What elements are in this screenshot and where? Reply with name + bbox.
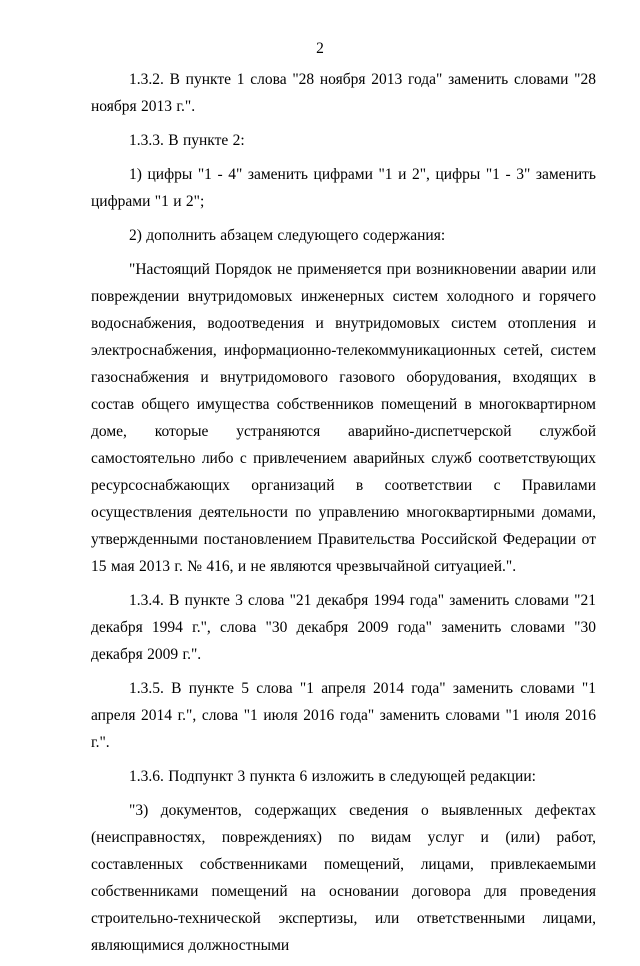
paragraph-subitem-1: 1) цифры "1 - 4" заменить цифрами "1 и 2", цифры "1 - 3" заменить цифрами "1 и 2"; xyxy=(91,166,596,210)
paragraph-1-3-3: 1.3.3. В пункте 2: xyxy=(129,132,245,149)
paragraph-quoted-order: "Настоящий Порядок не применяется при возникновении аварии или повреждении внутридомовых инженерных систем холодного и горячего водоснабжения, водоотведения и внутридомовых систем отопления и электроснабжения, информационно-телекоммуникационных сетей, систем газоснабжения и внутридомового газового оборудования, входящих в состав общего имущества собственников помещений в многоквартирном доме, которые устраняются аварийно-диспетчерской службой самостоятельно либо с привлечением аварийных служб соответствующих ресурсоснабжающих организаций в соответствии с Правилами осуществления деятельности по управлению многоквартирными домами, утвержденными постановлением Правительства Российской Федерации от 15 мая 2013 г. № 416, и не являются чрезвычайной ситуацией.". xyxy=(91,261,596,575)
paragraph-quoted-subitem-3: "3) документов, содержащих сведения о выявленных дефектах (неисправностях, повреждениях) по видам услуг и (или) работ, составленных собственниками помещений, лицами, привлекаемыми собственниками помещений на основании договора для проведения строительно-технической экспертизы, или ответственными лицами, являющимися должностными xyxy=(91,802,596,954)
paragraph-1-3-2: 1.3.2. В пункте 1 слова "28 ноября 2013 года" заменить словами "28 ноября 2013 г.". xyxy=(91,71,596,115)
paragraph-1-3-4: 1.3.4. В пункте 3 слова "21 декабря 1994 года" заменить словами "21 декабря 1994 г.", слова "30 декабря 2009 года" заменить словами "30 декабря 2009 г.". xyxy=(91,592,596,663)
paragraph-subitem-2: 2) дополнить абзацем следующего содержания: xyxy=(129,227,446,244)
page-number: 2 xyxy=(316,40,324,57)
paragraph-1-3-6: 1.3.6. Подпункт 3 пункта 6 изложить в следующей редакции: xyxy=(129,768,536,785)
document-body xyxy=(91,66,596,966)
paragraph-1-3-5: 1.3.5. В пункте 5 слова "1 апреля 2014 года" заменить словами "1 апреля 2014 г.", слова "1 июля 2016 года" заменить словами "1 июля 2016 г.". xyxy=(91,680,596,751)
